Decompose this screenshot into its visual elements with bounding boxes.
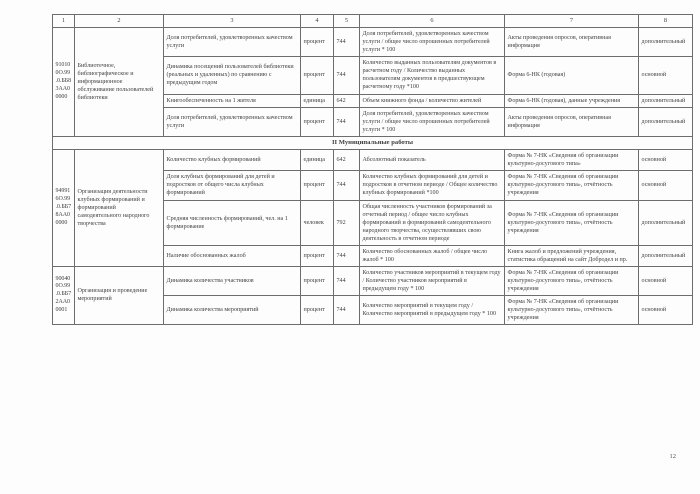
indicator-type: основной	[639, 171, 693, 200]
indicator-name: Средняя численность формирований, чел. на 1 формирование	[164, 200, 301, 245]
indicator-source: Форма № 7-НК «Сведения об организации культурно-досугового типа», отчётность учреждения	[505, 295, 639, 324]
indicator-okei-code: 744	[334, 295, 360, 324]
indicator-source: Форма № 7-НК «Сведения об организации культурно-досугового типа», отчётность учреждения	[505, 200, 639, 245]
indicator-source: Акты проведения опросов, оперативная информация	[505, 28, 639, 57]
indicator-unit: процент	[301, 28, 334, 57]
column-header-2: 2	[75, 15, 164, 28]
indicators-table-container	[52, 14, 692, 325]
indicator-formula: Количество клубных формирований для детей и подростков в отчетном периоде / Общее количество клубных формирований *100	[360, 171, 505, 200]
section-heading-row	[53, 136, 693, 150]
indicator-name: Динамика количества участников	[164, 266, 301, 295]
indicator-okei-code: 744	[334, 57, 360, 94]
column-header-7: 7	[505, 15, 639, 28]
indicator-source: Форма № 7-НК «Сведения об организации культурно-досугового типа»	[505, 150, 639, 171]
service-name: Организация деятельности клубных формирований и формирований самодеятельного народного творчества	[75, 150, 164, 266]
column-header-8: 8	[639, 15, 693, 28]
table-row	[53, 150, 693, 171]
indicator-okei-code: 744	[334, 28, 360, 57]
service-code: 910100О.99.0.ББ83АА00000	[53, 28, 75, 136]
indicator-type: дополнительный	[639, 245, 693, 266]
table-row	[53, 266, 693, 295]
service-code: 900400О.99.0.ББ72АА00001	[53, 266, 75, 324]
page-number: 12	[669, 453, 676, 460]
indicator-name: Количество клубных формирований	[164, 150, 301, 171]
indicator-formula: Количество мероприятий в текущем году / Количество мероприятий в предыдущем году * 100	[360, 295, 505, 324]
service-name: Организация и проведение мероприятий	[75, 266, 164, 324]
indicator-formula: Доля потребителей, удовлетворенных качеством услуги / общее число опрошенных потребителей услуги * 100	[360, 107, 505, 136]
indicator-name: Книгообеспеченность на 1 жителя	[164, 94, 301, 107]
indicator-okei-code: 744	[334, 245, 360, 266]
indicator-type: основной	[639, 266, 693, 295]
indicator-formula: Объем книжного фонда / количество жителей	[360, 94, 505, 107]
indicator-unit: процент	[301, 245, 334, 266]
indicator-unit: единица	[301, 94, 334, 107]
indicator-formula: Общая численность участников формирований за отчетный период / общее число клубных формирований и формирований самодеятельного народного творчества, осуществлявших свою деятельность в отчетном периоде	[360, 200, 505, 245]
municipal-services-indicators-table	[52, 14, 693, 325]
indicator-okei-code: 744	[334, 266, 360, 295]
indicator-type: основной	[639, 150, 693, 171]
service-code: 949916О.99.0.ББ78АА00000	[53, 150, 75, 266]
indicator-unit: человек	[301, 200, 334, 245]
indicator-okei-code: 744	[334, 107, 360, 136]
indicator-source: Форма 6-НК (годовая)	[505, 57, 639, 94]
indicator-name: Доля потребителей, удовлетворенных качеством услуги	[164, 28, 301, 57]
indicator-type: дополнительный	[639, 107, 693, 136]
indicator-source: Книга жалоб и предложений учреждения, статистика обращений на сайт Добродел и пр.	[505, 245, 639, 266]
indicator-okei-code: 642	[334, 94, 360, 107]
table-column-number-header-row	[53, 15, 693, 28]
indicator-source: Форма 6-НК (годовая), данные учреждения	[505, 94, 639, 107]
indicator-formula: Количество участников мероприятий в текущем году / Количество участников мероприятий в предыдущем году * 100	[360, 266, 505, 295]
indicator-type: дополнительный	[639, 200, 693, 245]
indicator-name: Динамика посещений пользователей библиотеки (реальных и удаленных) по сравнению с предыдущим годом	[164, 57, 301, 94]
indicator-type: дополнительный	[639, 28, 693, 57]
service-name: Библиотечное, библиографическое и информационное обслуживание пользователей библиотеки	[75, 28, 164, 136]
column-header-3: 3	[164, 15, 301, 28]
indicator-unit: процент	[301, 171, 334, 200]
column-header-6: 6	[360, 15, 505, 28]
indicator-type: дополнительный	[639, 94, 693, 107]
column-header-4: 4	[301, 15, 334, 28]
column-header-1: 1	[53, 15, 75, 28]
indicator-name: Наличие обоснованных жалоб	[164, 245, 301, 266]
indicator-okei-code: 642	[334, 150, 360, 171]
indicator-unit: процент	[301, 57, 334, 94]
indicator-type: основной	[639, 57, 693, 94]
indicator-formula: Абсолютный показатель	[360, 150, 505, 171]
indicator-name: Доля потребителей, удовлетворенных качеством услуги	[164, 107, 301, 136]
column-header-5: 5	[334, 15, 360, 28]
section-heading: II Муниципальные работы	[53, 136, 693, 150]
indicator-unit: процент	[301, 266, 334, 295]
indicator-formula: Доля потребителей, удовлетворенных качеством услуги / общее число опрошенных потребителей услуги * 100	[360, 28, 505, 57]
indicator-formula: Количество обоснованных жалоб / общее число жалоб * 100	[360, 245, 505, 266]
indicator-formula: Количество выданных пользователям документов в расчетном году / Количество выданных пользователям документов в предшествующем расчетному году *100	[360, 57, 505, 94]
indicator-type: основной	[639, 295, 693, 324]
indicator-unit: процент	[301, 107, 334, 136]
table-row	[53, 28, 693, 57]
indicator-name: Динамика количества мероприятий	[164, 295, 301, 324]
indicator-name: Доля клубных формирований для детей и подростков от общего числа клубных формирований	[164, 171, 301, 200]
indicator-okei-code: 744	[334, 171, 360, 200]
indicator-source: Форма № 7-НК «Сведения об организации культурно-досугового типа», отчётность учреждения	[505, 266, 639, 295]
indicator-source: Форма № 7-НК «Сведения об организации культурно-досугового типа», отчётность учреждения	[505, 171, 639, 200]
indicator-unit: процент	[301, 295, 334, 324]
indicator-okei-code: 792	[334, 200, 360, 245]
indicator-unit: единица	[301, 150, 334, 171]
indicator-source: Акты проведения опросов, оперативная информация	[505, 107, 639, 136]
